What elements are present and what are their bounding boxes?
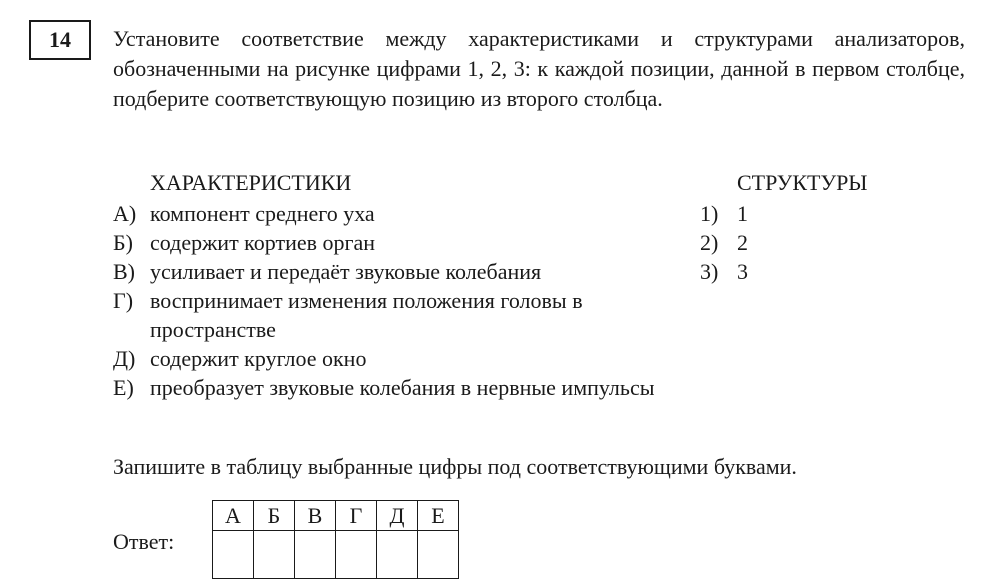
answer-cell-b[interactable] [254, 531, 295, 579]
structure-item [700, 199, 820, 228]
answer-cell-g[interactable] [336, 531, 377, 579]
characteristic-marker: Е) [113, 375, 134, 400]
answer-cell-e[interactable] [418, 531, 459, 579]
characteristic-item [113, 199, 673, 228]
characteristic-text: преобразует звуковые колебания в нервные импульсы [150, 375, 655, 400]
answer-letter: Д [377, 501, 418, 531]
characteristics-list [113, 199, 673, 402]
characteristic-item [113, 286, 673, 344]
characteristic-marker: Б) [113, 230, 133, 255]
structure-text: 1 [737, 201, 748, 226]
answer-letter: Г [336, 501, 377, 531]
answer-letter: Е [418, 501, 459, 531]
characteristic-marker: А) [113, 201, 137, 226]
answer-letter: Б [254, 501, 295, 531]
task-text: Установите соответствие между характеристиками и структурами анализаторов, обозначенными на рисунке цифрами 1, 2, 3: к каждой позиции, данной в первом столбце, подберите соответствующую позицию из второго столбца. [113, 26, 965, 111]
structure-marker: 3) [700, 259, 719, 284]
answer-letters-row [213, 501, 459, 531]
structure-item [700, 228, 820, 257]
answer-cell-d[interactable] [377, 531, 418, 579]
question-number: 14 [49, 27, 71, 52]
structure-marker: 2) [700, 230, 719, 255]
characteristic-text: содержит круглое окно [150, 346, 367, 371]
structure-item [700, 257, 820, 286]
characteristic-marker: Д) [113, 346, 136, 371]
answer-letter: А [213, 501, 254, 531]
characteristic-text: усиливает и передаёт звуковые колебания [150, 259, 542, 284]
characteristics-header: ХАРАКТЕРИСТИКИ [150, 170, 352, 195]
structures-list [700, 199, 820, 286]
answer-cell-a[interactable] [213, 531, 254, 579]
characteristic-item [113, 257, 673, 286]
answer-values-row [213, 531, 459, 579]
characteristic-item [113, 228, 673, 257]
characteristic-item [113, 344, 673, 373]
answer-cell-v[interactable] [295, 531, 336, 579]
characteristic-text: воспринимает изменения положения головы в пространстве [150, 288, 583, 342]
structure-marker: 1) [700, 201, 719, 226]
structure-text: 3 [737, 259, 748, 284]
answer-table [212, 500, 459, 579]
characteristic-marker: Г) [113, 288, 134, 313]
characteristic-text: содержит кортиев орган [150, 230, 376, 255]
structures-header: СТРУКТУРЫ [737, 170, 868, 195]
instruction-text: Запишите в таблицу выбранные цифры под соответствующими буквами. [113, 454, 797, 479]
answer-letter: В [295, 501, 336, 531]
question-number-box [29, 20, 91, 60]
characteristic-text: компонент среднего уха [150, 201, 375, 226]
answer-label: Ответ: [113, 529, 175, 554]
characteristic-item [113, 373, 673, 402]
characteristic-marker: В) [113, 259, 135, 284]
structure-text: 2 [737, 230, 748, 255]
